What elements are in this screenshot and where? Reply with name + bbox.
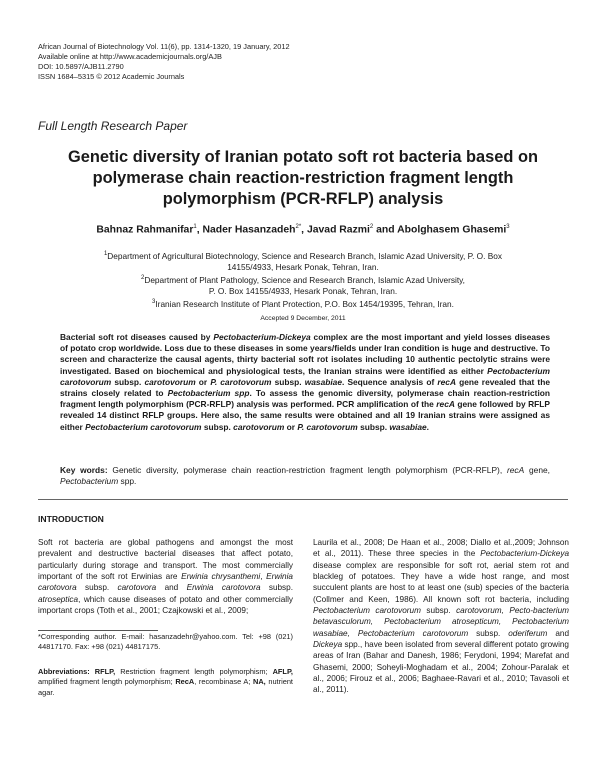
keywords: Key words: Genetic diversity, polymerase chain reaction-restriction fragment length polymorphism (PCR-RFLP), recA gene, Pectobacterium spp. (60, 465, 550, 487)
author-separator: and (373, 224, 398, 236)
affiliation-2-cont: P. O. Box 14155/4933, Hesark Ponak, Tehran, Iran. (208, 286, 398, 297)
journal-url: Available online at http://www.academicjournals.org/AJB (38, 52, 222, 61)
affiliation-text: Department of Plant Pathology, Science and Research Branch, Islamic Azad University, (144, 274, 465, 285)
affiliation-1-cont: 14155/4933, Hesark Ponak, Tehran, Iran. (227, 261, 379, 272)
affiliation-sup: 3 (152, 299, 156, 306)
journal-header (38, 42, 290, 82)
affiliation-sup: 1 (103, 251, 108, 257)
paper-title: Genetic diversity of Iranian potato soft rot bacteria based on polymerase chain reaction-restriction fragment length polymorphism (PCR-RFLP) analysis (68, 148, 538, 208)
affiliation-text: Iranian Research Institute of Plant Protection, P.O. Box 1454/19395, Tehran, Iran. (155, 299, 454, 310)
abbreviations: Abbreviations: RFLP, Restriction fragment length polymorphism; AFLP, amplified fragment length polymorphism; RecA, recombinase A; NA, nutrient agar. (38, 667, 293, 697)
author-list (38, 224, 568, 235)
affiliation-2 (38, 273, 568, 286)
paper-type: Full Length Research Paper (38, 119, 188, 133)
footnote-rule (38, 630, 158, 631)
section-divider (38, 499, 568, 500)
affiliation-sup: 2 (140, 275, 145, 282)
intro-right-column: Laurila et al., 2008; De Haan et al., 2008; Diallo et al.,2009; Johnson et al., 2011). These three species in the Pectobacterium-Dickeya disease complex are responsible for soft rot, aerial stem rot and blackleg of potatoes. They have a wide host range, and most succulent plants are host to at least one (sub) species of the bacteria (Collmer and Keen, 1986). All known soft rot bacteria, including Pectobacterium carotovorum subsp. carotovorum, Pecto-bacterium betavasculorum, Pectobacterium atrosepticum, Pectobacterium wasabiae, Pectobacterium carotovorum subsp. oderiferum and Dickeya spp., have been isolated from several different potato growing areas of Iran (Bahar and Danesh, 1986; Ferydoni, 1994; Marefat and Ghasemi, 2000; Soheyli-Moghadam et al., 2004; Zohour-Paralak et al., 2006; Firouz et al., 2006; Baghaee-Ravari et al., 2010; Tavasoli et al., 2011). (313, 538, 569, 695)
corresponding-author-footnote: *Corresponding author. E-mail: hasanzadehr@yahoo.com. Tel: +98 (021) 44817170. Fax: +98 (021) 44817175. (38, 632, 293, 652)
intro-left-column: Soft rot bacteria are global pathogens and amongst the most prevalent and destructive bacterial diseases that affect potato, particularly during storage and transport. The most commercially important of the soft rot Erwinias are Erwinia chrysanthemi, Erwinia carotovora subsp. carotovora and Erwinia carotovora subsp. atroseptica, which cause diseases of potato and other commercially important crops (Toth et al., 2001; Czajkowski et al., 2009; (38, 538, 293, 616)
journal-doi: DOI: 10.5897/AJB11.2790 (38, 62, 124, 71)
affiliations (38, 249, 568, 310)
author-sup: 3 (506, 224, 510, 230)
author-separator: , (196, 224, 203, 236)
author-name: Javad Razmi (306, 224, 370, 236)
author-name: Nader Hasanzadeh (202, 224, 296, 236)
accepted-date: Accepted 9 December, 2011 (260, 315, 346, 322)
affiliation-3 (38, 297, 568, 310)
abstract: Bacterial soft rot diseases caused by Pectobacterium-Dickeya complex are the most important and yield losses diseases of potato crop worldwide. Loss due to these diseases in some years/fields under Iran condition is huge and destructive. To screen and characterize the causal agents, thirty bacterial soft rot isolates including 10 authentic pectolytic strains were investigated. Based on biochemical and physiological tests, the Iranian strains were identified as either Pectobacterium carotovorum subsp. carotovorum or P. carotovorum subsp. wasabiae. Sequence analysis of recA gene revealed that the strains closely related to Pectobacterium spp. To assess the genomic diversity, polymerase chain reaction-restriction fragment length polymorphism (PCR-RFLP) analysis was performed. PCR amplification of the recA gene followed by RFLP revealed 14 distinct RFLP groups. Here also, the same results were obtained and all 19 Iranian strains were assigned as either Pectobacterium carotovorum subsp. carotovorum or P. carotovorum subsp. wasabiae. (60, 332, 550, 432)
keywords-label: Key words: (60, 465, 108, 475)
author-name: Abolghasem Ghasemi (397, 224, 507, 236)
author-sup: 2 (369, 224, 374, 230)
author-separator: , (301, 224, 307, 236)
affiliation-text: Department of Agricultural Biotechnology, Science and Research Branch, Islamic Azad University, P. O. Box (107, 250, 503, 261)
author-sup: 2* (295, 224, 302, 230)
author-sup: 1 (193, 224, 197, 230)
journal-issn: ISSN 1684–5315 © 2012 Academic Journals (38, 72, 185, 81)
affiliation-1 (38, 249, 568, 262)
author-name: Bahnaz Rahmanifar (96, 224, 194, 236)
introduction-heading: INTRODUCTION (38, 514, 104, 524)
journal-citation: African Journal of Biotechnology Vol. 11(6), pp. 1314-1320, 19 January, 2012 (38, 42, 290, 51)
